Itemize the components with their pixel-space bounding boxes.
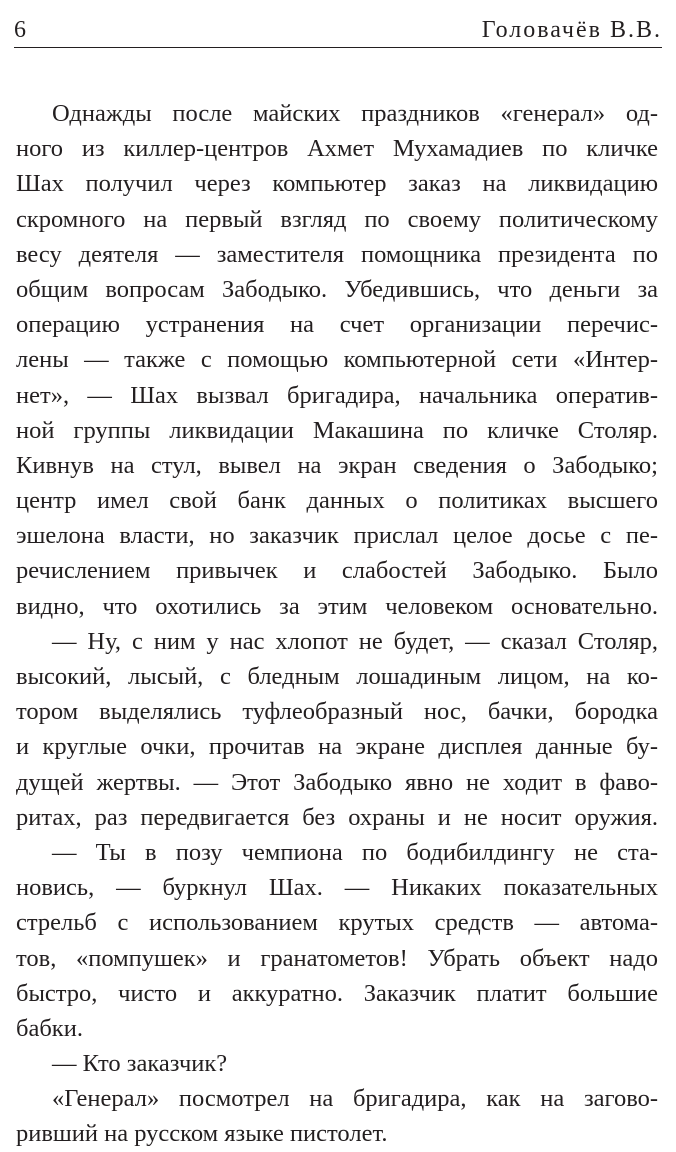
text-line: ной группы ликвидации Макашина по кличке Столяр. [16, 416, 658, 444]
text-line: общим вопросам Забодыко. Убедившись, что деньги за [16, 275, 658, 303]
text-line: — Кто заказчик? [52, 1050, 228, 1078]
text-line: речислением привычек и слабостей Забодыко. Было [16, 557, 658, 585]
text-line: центр имел свой банк данных о политиках высшего [16, 487, 658, 515]
text-line: высокий, лысый, с бледным лошадиным лицом, на ко- [16, 663, 658, 690]
text-line: — Ты в позу чемпиона по бодибилдингу не ста- [52, 838, 658, 866]
text-line: лены — также с помощью компьютерной сети «Интер- [16, 346, 658, 374]
text-line: Однажды после майских праздников «генерал» од- [52, 100, 658, 127]
text-line: ного из киллер-центров Ахмет Мухамадиев по кличке [16, 135, 658, 163]
text-line: весу деятеля — заместителя помощника президента по [16, 240, 658, 268]
text-line: тором выделялись туфлеобразный нос, бачки, бородка [16, 698, 658, 726]
text-line: — Ну, с ним у нас хлопот не будет, — сказал Столяр, [52, 627, 658, 655]
text-line: быстро, чисто и аккуратно. Заказчик платит большие [16, 979, 658, 1007]
page-header [14, 14, 662, 46]
header-rule [14, 47, 662, 48]
text-line: и круглые очки, прочитав на экране дисплея данные бу- [16, 733, 658, 761]
text-line: новись, — буркнул Шах. — Никаких показательных [16, 874, 658, 902]
text-line: нет», — Шах вызвал бригадира, начальника оператив- [16, 381, 658, 409]
text-line: ритах, раз передвигается без охраны и не носит оружия. [16, 803, 658, 831]
body-text [16, 96, 658, 1152]
page-number: 6 [14, 17, 26, 43]
text-line: ривший на русском языке пистолет. [16, 1120, 388, 1148]
text-line: дущей жертвы. — Этот Забодыко явно не ходит в фаво- [16, 768, 658, 796]
text-line: тов, «помпушек» и гранатометов! Убрать объект надо [16, 944, 658, 972]
text-line: бабки. [16, 1014, 83, 1042]
text-line: «Генерал» посмотрел на бригадира, как на загово- [52, 1085, 658, 1113]
text-line: скромного на первый взгляд по своему политическому [16, 205, 658, 233]
text-line: Шах получил через компьютер заказ на ликвидацию [16, 170, 658, 198]
text-line: операцию устранения на счет организации перечис- [16, 311, 658, 339]
text-line: стрельб с использованием крутых средств — автома- [16, 909, 658, 937]
text-line: видно, что охотились за этим человеком основательно. [16, 592, 658, 620]
text-line: эшелона власти, но заказчик прислал целое досье с пе- [16, 522, 658, 550]
text-line: Кивнув на стул, вывел на экран сведения о Забодыко; [16, 451, 658, 479]
running-head-author: Головачёв В.В. [481, 17, 662, 43]
